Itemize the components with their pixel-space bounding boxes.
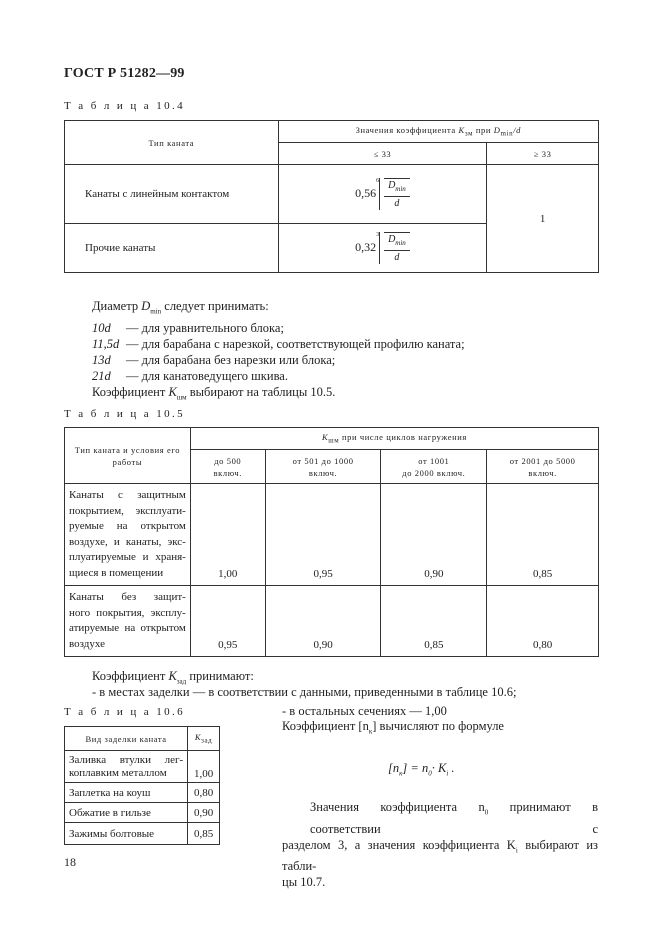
table-cell: 0,90 [265, 586, 381, 657]
table-10-4-merged-value: 1 [487, 165, 599, 273]
table-10-4-row-label: Канаты с линейным контактом [65, 165, 279, 224]
table-10-5-header-group: $K_{шм}$ при числе циклов нагружения [190, 428, 598, 450]
kzad-intro: Коэффициент $K_{зад}$ принимают: [92, 669, 254, 686]
table-10-4-formula: 0,56$^6$ $\frac{D_{min}}{d}$ [278, 165, 487, 224]
list-item: 11,5d — для барабана с нарезкой, соответствующей профилю каната; [92, 336, 465, 351]
table-row [65, 823, 220, 845]
table-row [65, 484, 599, 586]
table-10-4 [64, 120, 599, 273]
table-cell: 1,00 [190, 484, 265, 586]
table-10-4-row-label: Прочие канаты [65, 224, 279, 273]
table-10-4-sub-le: ≤ 33 [278, 143, 487, 165]
table-10-4-header-values: Значения коэффициента $K_{зм}$ при $D_{min}/d$ [278, 121, 598, 143]
diameter-paragraph [92, 298, 612, 405]
table-10-4-header-type: Тип каната [65, 121, 279, 165]
table-cell: 0,80 [487, 586, 599, 657]
table-10-5-caption: Т а б л и ц а 10.5 [64, 408, 186, 420]
table-cell: 0,85 [487, 484, 599, 586]
table-cell: 0,85 [188, 823, 220, 845]
table-row [65, 586, 599, 657]
table-10-6-row-label: Зажимы болтовые [65, 823, 188, 845]
table-10-4-formula: 0,32$^3$ $\frac{D_{min}}{d}$ [278, 224, 487, 273]
table-10-4-sub-ge: ≥ 33 [487, 143, 599, 165]
table-10-5-col-header: до 500 включ. [190, 450, 265, 484]
page-number: 18 [64, 855, 76, 869]
table-cell: 0,95 [190, 586, 265, 657]
table-10-6-row-label: Заплетка на коуш [65, 783, 188, 803]
other-sections-note: - в остальных сечениях — 1,00 [282, 704, 447, 718]
table-row [65, 803, 220, 823]
table-cell: 0,90 [188, 803, 220, 823]
table-row [65, 751, 220, 783]
document-header: ГОСТ Р 51282—99 [64, 66, 185, 81]
table-10-4-caption: Т а б л и ц а 10.4 [64, 100, 186, 112]
table-10-5-col-header: от 1001 до 2000 включ. [381, 450, 487, 484]
table-cell: 0,80 [188, 783, 220, 803]
table-10-6-header-type: Вид заделки каната [65, 727, 188, 751]
list-item: 13d — для барабана без нарезки или блока; [92, 352, 336, 367]
table-row [65, 783, 220, 803]
table-10-6-header-k: $K_{зад}$ [188, 727, 220, 751]
list-item: 10d — для уравнительного блока; [92, 320, 284, 335]
table-10-5-row-label: Канаты с защитным покрытием, эксплуати- руемые на открытом воздухе, и канаты, экс- плуатируемые и храня- щиеся в помещении [65, 484, 191, 586]
diameter-intro: Диаметр $D_{min}$ следует принимать: [92, 299, 269, 316]
nk-formula: $[n_к] = n_0\cdot K_i$ . [388, 761, 455, 778]
table-10-6-row-label: Обжатие в гильзе [65, 803, 188, 823]
table-10-5-row-label: Канаты без защит- ного покрытия, эксплу- атируемые на открытом воздухе [65, 586, 191, 657]
n0-ki-paragraph: Значения коэффициента $n_0$ принимают в соответствии с разделом 3, а значения коэффициента $K_i$ выбирают из табли- цы 10.7. [282, 800, 598, 889]
table-10-5-col-header: от 2001 до 5000 включ. [487, 450, 599, 484]
nk-intro: Коэффициент $[n_к]$ вычисляют по формуле [282, 719, 504, 736]
kzad-rule: - в местах заделки — в соответствии с данными, приведенными в таблице 10.6; [92, 685, 517, 699]
coefficient-note: Коэффициент $K_{шм}$ выбирают на таблицы 10.5. [92, 384, 336, 401]
table-10-6 [64, 726, 220, 845]
table-cell: 0,85 [381, 586, 487, 657]
table-10-5-col-header: от 501 до 1000 включ. [265, 450, 381, 484]
list-item: 21d — для канатоведущего шкива. [92, 368, 288, 383]
table-10-6-caption: Т а б л и ц а 10.6 [64, 706, 186, 718]
table-10-5 [64, 427, 599, 657]
table-cell: 0,90 [381, 484, 487, 586]
table-10-5-header-type: Тип каната и условия его работы [65, 428, 191, 484]
table-cell: 0,95 [265, 484, 381, 586]
table-10-6-row-label: Заливка втулки лег- коплавким металлом [65, 751, 188, 783]
table-cell: 1,00 [188, 751, 220, 783]
